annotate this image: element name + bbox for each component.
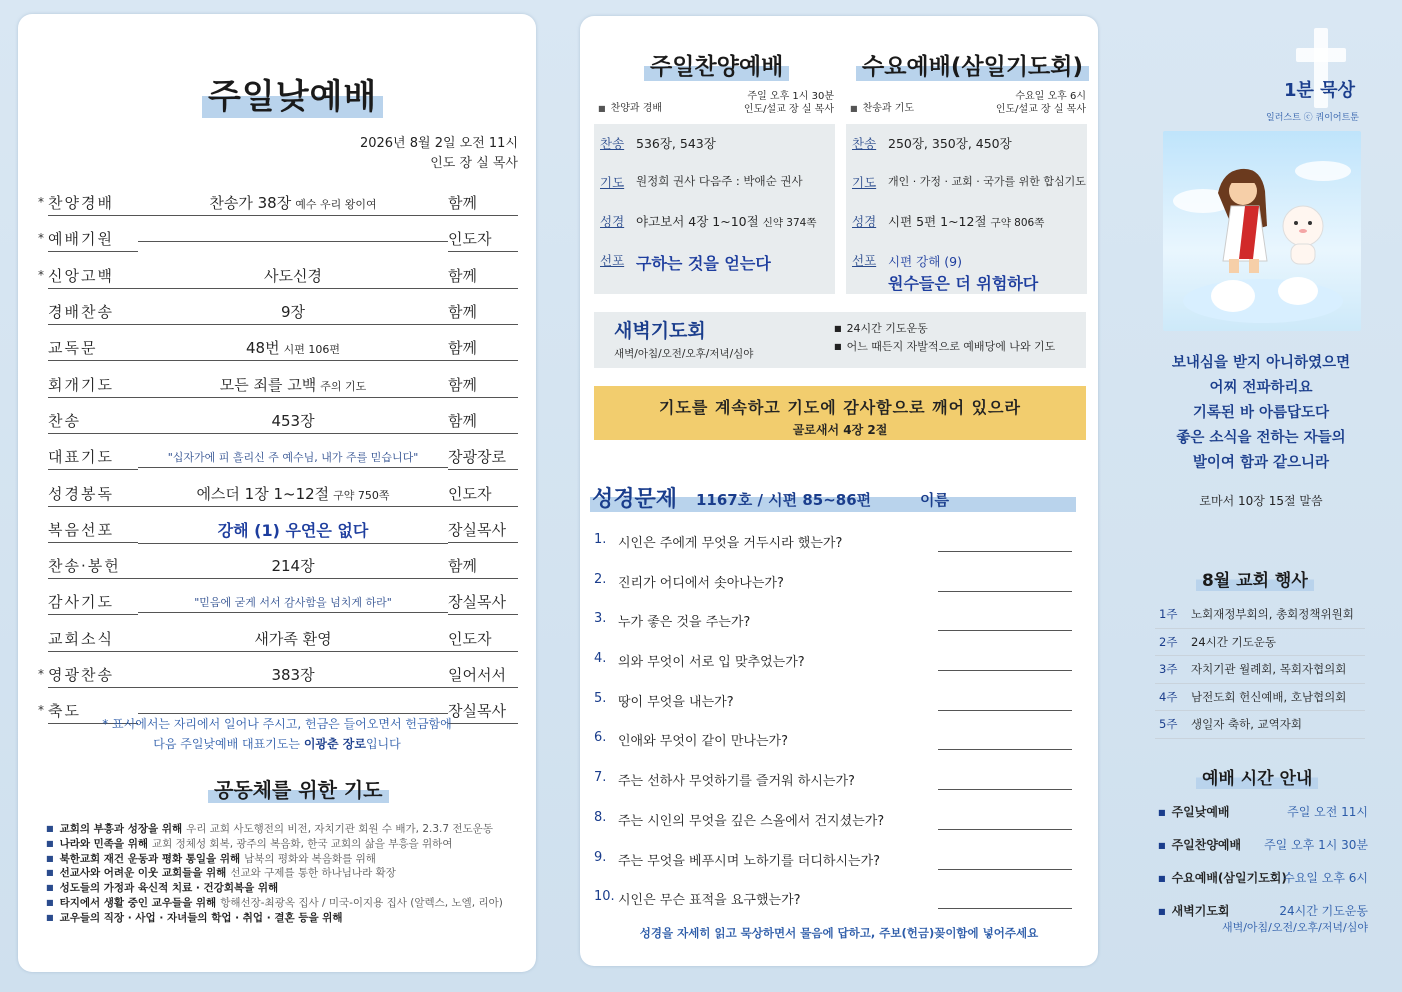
- quiz-question-text: 주는 시인의 무엇을 깊은 스올에서 건지셨는가?: [618, 813, 885, 829]
- order-item-content: [138, 337, 448, 361]
- sunday-praise-leader: 인도/설교 장 실 목사: [743, 104, 834, 115]
- bible-quiz-title: 성경문제: [592, 487, 678, 512]
- hymn-label: 찬송: [600, 136, 625, 151]
- order-item-leader: 함께: [448, 192, 518, 216]
- answer-line[interactable]: [938, 710, 1072, 711]
- wednesday-hymn-row: [852, 132, 1081, 171]
- order-item-main: 모든 죄를 고백: [219, 375, 317, 394]
- order-item-leader: 장실목사: [448, 591, 518, 615]
- illustration-credit: 일러스트 ⓒ 쿼이어트툰: [1266, 113, 1359, 123]
- meditation-verse-ref: 로마서 10장 15절 말씀: [1199, 494, 1323, 508]
- event-text: 남전도회 헌신예배, 호남협의회: [1191, 689, 1347, 704]
- order-item-content: [138, 518, 448, 544]
- prayer-detail: 항해선장-최광옥 집사 / 미국-이지용 집사 (알렉스, 노엘, 리아): [220, 896, 503, 909]
- event-week: 1주: [1159, 607, 1178, 622]
- wednesday-scripture-value: [888, 212, 1044, 230]
- order-item-leader: 함께: [448, 374, 518, 398]
- quiz-question: [594, 842, 1074, 882]
- order-item-content: [138, 192, 448, 216]
- quiz-question: [594, 564, 1074, 604]
- answer-line[interactable]: [938, 591, 1072, 592]
- scripture-label: 성경: [852, 214, 877, 229]
- order-item-name: 축도: [48, 700, 138, 724]
- order-item-leader: 함께: [448, 337, 518, 361]
- sunday-praise-time: [744, 90, 834, 116]
- schedule-item: [1158, 902, 1368, 935]
- sunday-sermon-value: 구하는 것을 얻는다: [636, 254, 771, 273]
- event-text: 24시간 기도운동: [1191, 634, 1276, 649]
- bible-quiz-list: [594, 524, 1074, 921]
- event-item: [1155, 684, 1365, 712]
- wednesday-service-title: 수요예배(삼일기도회): [856, 48, 1089, 81]
- order-item-content: [138, 449, 448, 468]
- quiz-question-text: 진리가 어디에서 솟아나는가?: [618, 575, 784, 591]
- service-order-row: [38, 622, 518, 658]
- schedule-time: 24시간 기도운동: [1279, 904, 1368, 918]
- order-item-name: 신앙고백: [48, 265, 138, 289]
- events-list: [1155, 601, 1365, 739]
- memory-verse-ref: 골로새서 4장 2절: [792, 423, 888, 437]
- quiz-question-text: 주는 무엇을 베푸시며 노하기를 더디하시는가?: [618, 853, 881, 869]
- schedule-name: ■ 주일찬양예배: [1158, 836, 1241, 853]
- prayer-item: [46, 911, 526, 926]
- next-prayer-note: [18, 734, 536, 754]
- dawn-prayer-title: 새벽기도회: [614, 320, 706, 342]
- order-item-name: 찬송: [48, 410, 138, 434]
- sunday-prayer-value: 원정희 권사 다음주 : 박애순 권사: [636, 174, 803, 188]
- order-item-leader: 일어서서: [448, 664, 518, 688]
- dawn-note: ■ 어느 때든지 자발적으로 예배당에 나와 기도: [834, 338, 1055, 356]
- dawn-note: ■ 24시간 기도운동: [834, 320, 1055, 338]
- service-order-row: [38, 295, 518, 331]
- sunday-praise-header: [594, 90, 834, 120]
- prayer-detail: 우리 교회 사도행전의 비전, 자치기관 회원 수 배가, 2.3.7 전도운동: [186, 823, 493, 835]
- schedule-name: ■ 수요예배(삼일기도회): [1158, 869, 1287, 886]
- event-text: 생일자 축하, 교역자회: [1191, 717, 1302, 732]
- sunday-scripture-row: [600, 210, 829, 249]
- sunday-hymn-value: 536장, 543장: [636, 136, 716, 151]
- prayer-topic: 교회의 부흥과 성장을 위해: [59, 823, 183, 835]
- order-item-name: 찬양경배: [48, 192, 138, 216]
- verse-line: 보내심을 받지 아니하였으면: [1171, 355, 1351, 371]
- standing-mark: *: [38, 703, 44, 718]
- quiz-number: 2.: [594, 571, 607, 587]
- order-item-main: 찬송가 38장: [209, 194, 292, 213]
- sunday-prayer-row: [600, 171, 829, 210]
- order-item-main: 새가족 환영: [254, 629, 332, 648]
- order-item-main: "믿음에 굳게 서서 감사함을 넘치게 하라": [194, 595, 392, 609]
- service-note: [18, 714, 536, 754]
- order-item-main: 강해 (1) 우연은 없다: [217, 520, 369, 540]
- wednesday-leader: 인도/설교 장 실 목사: [995, 104, 1086, 115]
- prayer-item: [46, 866, 526, 881]
- wednesday-header: [846, 90, 1086, 120]
- order-item-name: 성경봉독: [48, 483, 138, 507]
- order-item-detail: 시편 106편: [283, 343, 340, 357]
- bible-quiz-header: [590, 482, 1076, 512]
- order-item-name: 찬송·봉헌: [48, 555, 138, 579]
- order-item-main: 214장: [271, 557, 315, 576]
- prayer-topic: 성도들의 가정과 육신적 치료 · 건강회복을 위해: [59, 882, 279, 895]
- event-item: [1155, 601, 1365, 629]
- wednesday-sermon-title: 원수들은 더 위험하다: [888, 274, 1039, 293]
- quiz-number: 4.: [594, 651, 607, 667]
- order-item-leader: 장광장로: [448, 446, 518, 470]
- prayer-label: 기도: [852, 175, 877, 190]
- event-text: 자치기관 월례회, 목회자협의회: [1191, 662, 1347, 677]
- answer-line[interactable]: [938, 551, 1072, 552]
- order-item-content: [138, 483, 448, 507]
- quiz-question-text: 주는 선하사 무엇하기를 즐거워 하시는가?: [618, 774, 855, 790]
- wednesday-details: [846, 124, 1087, 294]
- order-item-main: 48번: [246, 339, 280, 358]
- memory-verse-box: [594, 386, 1086, 440]
- verse-line: 기록된 바 아름답도다: [1192, 405, 1330, 421]
- order-item-leader: 장실목사: [448, 519, 518, 543]
- schedule-list: [1158, 803, 1368, 935]
- service-order-row: [38, 259, 518, 295]
- prayer-item: [46, 822, 526, 837]
- next-prayer-pre: 다음 주일낮예배 대표기도는: [153, 737, 304, 751]
- order-item-leader: 인도자: [448, 228, 518, 252]
- service-order-row: [38, 367, 518, 403]
- quiz-question-text: 누가 좋은 것을 주는가?: [618, 615, 751, 631]
- quiz-number: 10.: [594, 889, 615, 905]
- prayer-topic: 교우들의 직장 · 사업 · 자녀들의 학업 · 취업 · 결혼 등을 위해: [59, 911, 343, 924]
- community-prayer-list: [46, 822, 526, 926]
- schedule-time: 주일 오후 1시 30분: [1264, 838, 1368, 852]
- standing-mark: *: [38, 231, 44, 246]
- service-order-row: [38, 331, 518, 367]
- order-item-name: 복음선포: [48, 519, 138, 543]
- order-item-leader: 장실목사: [448, 700, 518, 724]
- wednesday-prayer-row: [852, 171, 1086, 210]
- order-item-name: 예배기원: [48, 228, 138, 252]
- next-prayer-name: 이광춘 장로: [303, 737, 366, 751]
- meditation-verse: [1150, 351, 1372, 476]
- page-title: 주일낮예배: [202, 69, 383, 118]
- standing-mark: *: [38, 195, 44, 209]
- sunday-praise-title: 주일찬양예배: [644, 48, 789, 81]
- order-item-main: 에스더 1장 1~12절: [196, 484, 330, 503]
- service-order-row: [38, 585, 518, 621]
- event-week: 5주: [1159, 717, 1178, 732]
- quiz-question-text: 땅이 무엇을 내는가?: [618, 694, 734, 710]
- dawn-prayer-times: 새벽/아침/오전/오후/저녁/심야: [614, 348, 754, 360]
- answer-line[interactable]: [938, 829, 1072, 830]
- order-item-content: [138, 628, 448, 652]
- event-week: 4주: [1159, 689, 1178, 704]
- verse-line: 발이여 함과 같으니라: [1192, 455, 1330, 471]
- quiz-question: [594, 881, 1074, 921]
- dawn-prayer-notes: [834, 320, 1055, 356]
- order-item-name: 교회소식: [48, 628, 138, 652]
- order-item-name: 교독문: [48, 337, 138, 361]
- meditation-title: 1분 묵상: [1284, 80, 1355, 101]
- order-item-main: "십자가에 피 흘리신 주 예수님, 내가 주를 믿습니다": [167, 450, 419, 464]
- prayer-label: 기도: [600, 175, 625, 190]
- memory-verse-text: 기도를 계속하고 기도에 감사함으로 깨어 있으라: [659, 398, 1021, 417]
- dawn-prayer-box: [594, 312, 1086, 368]
- quiz-question: [594, 722, 1074, 762]
- schedule-time: 수요일 오후 6시: [1283, 871, 1368, 885]
- quiz-number: 6.: [594, 730, 607, 746]
- order-item-content: [138, 555, 448, 579]
- order-item-detail: 예수 우리 왕이여: [295, 198, 377, 212]
- bible-quiz-note: 성경을 자세히 읽고 묵상하면서 물음에 답하고, 주보(헌금)꽂이함에 넣어주세요: [639, 926, 1039, 940]
- prayer-item: [46, 852, 526, 867]
- order-item-leader: 함께: [448, 265, 518, 289]
- wednesday-scripture-row: [852, 210, 1081, 249]
- service-order-row: [38, 222, 518, 258]
- wednesday-prayer-value: 개인 · 가정 · 교회 · 국가를 위한 합심기도: [888, 175, 1086, 188]
- service-order-row: [38, 476, 518, 512]
- community-prayer-title: 공동체를 위한 기도: [208, 774, 389, 803]
- prayer-item: [46, 837, 526, 852]
- order-item-leader: 함께: [448, 555, 518, 579]
- verse-line: 좋은 소식을 전하는 자들의: [1176, 430, 1346, 446]
- service-order-row: [38, 404, 518, 440]
- quiz-number: 9.: [594, 849, 607, 865]
- service-datetime: 2026년 8월 2일 오전 11시: [359, 136, 518, 151]
- quiz-question-text: 시인은 주에게 무엇을 거두시라 했는가?: [618, 536, 843, 551]
- answer-line[interactable]: [938, 789, 1072, 790]
- prayer-topic: 선교사와 어려운 이웃 교회들을 위해: [59, 867, 227, 880]
- wednesday-time-text: 수요일 오후 6시: [1015, 91, 1086, 102]
- events-title: 8월 교회 행사: [1196, 566, 1314, 591]
- order-item-name: 영광찬송: [48, 664, 138, 688]
- order-item-leader: 함께: [448, 410, 518, 434]
- order-item-leader: 인도자: [448, 483, 518, 507]
- hymn-label: 찬송: [852, 136, 877, 151]
- order-item-name: 감사기도: [48, 591, 138, 615]
- sunday-sermon-row: [600, 249, 829, 288]
- sunday-praise-time-text: 주일 오후 1시 30분: [747, 91, 834, 102]
- sermon-label: 선포: [852, 253, 877, 268]
- quiz-number: 1.: [594, 532, 607, 547]
- sunday-scripture-value: [636, 212, 817, 230]
- bible-quiz-name-label: 이름: [920, 491, 949, 509]
- sunday-praise-details: [594, 124, 835, 294]
- quiz-question: [594, 802, 1074, 842]
- order-item-main: 453장: [271, 411, 315, 430]
- order-item-content: [138, 410, 448, 434]
- quiz-question: [594, 603, 1074, 643]
- prayer-topic: 타지에서 생활 중인 교우들을 위해: [59, 896, 217, 909]
- order-item-leader: 인도자: [448, 628, 518, 652]
- sermon-label: 선포: [600, 253, 625, 268]
- schedule-title: 예배 시간 안내: [1196, 764, 1318, 789]
- order-item-content: [138, 664, 448, 688]
- wednesday-subtitle: ■ 찬송과 기도: [850, 99, 914, 114]
- quiz-question: [594, 762, 1074, 802]
- quiz-number: 7.: [594, 770, 607, 786]
- quiz-question: [594, 524, 1074, 564]
- event-item: [1155, 711, 1365, 739]
- service-order-row: [38, 513, 518, 549]
- order-item-content: [138, 239, 448, 242]
- order-item-main: 사도신경: [264, 266, 322, 285]
- order-item-detail: 주의 기도: [320, 379, 367, 393]
- order-item-content: [138, 374, 448, 398]
- next-prayer-post: 입니다: [365, 737, 401, 751]
- schedule-item: [1158, 803, 1368, 836]
- prayer-item: [46, 881, 526, 896]
- prayer-item: [46, 896, 526, 911]
- sunday-service-panel: [18, 14, 536, 972]
- service-date: [360, 134, 518, 174]
- quiz-question-text: 인애와 무엇이 같이 만나는가?: [618, 734, 788, 750]
- answer-line[interactable]: [938, 630, 1072, 631]
- quiz-number: 5.: [594, 690, 607, 706]
- prayer-detail: 교회 정체성 회복, 광주의 복음화, 한국 교회의 삶을 부흥을 위하여: [152, 837, 453, 850]
- sunday-scripture-page: 신약 374쪽: [762, 217, 817, 229]
- schedule-item: [1158, 836, 1368, 869]
- scripture-label: 성경: [600, 214, 625, 229]
- quiz-number: 8.: [594, 809, 607, 825]
- answer-line[interactable]: [938, 670, 1072, 671]
- order-item-content: [138, 301, 448, 325]
- answer-line[interactable]: [938, 908, 1072, 909]
- wednesday-sermon-value: [888, 251, 1038, 296]
- event-week: 3주: [1159, 662, 1178, 677]
- service-order-row: [38, 549, 518, 585]
- prayer-topic: 나라와 민족을 위해: [59, 837, 149, 850]
- verse-line: 어찌 전파하리요: [1209, 380, 1313, 396]
- wednesday-scripture-text: 시편 5편 1~12절: [888, 214, 987, 229]
- prayer-detail: 선교와 구제를 통한 하나님나라 확장: [230, 867, 396, 880]
- event-text: 노회재정부회의, 총회정책위원회: [1191, 607, 1354, 622]
- standing-mark: *: [38, 267, 44, 282]
- order-item-name: 대표기도: [48, 446, 138, 470]
- quiz-question-text: 의와 무엇이 서로 입 맞추었는가?: [618, 655, 805, 671]
- sunday-scripture-text: 야고보서 4장 1~10절: [636, 214, 759, 229]
- prayer-detail: 남북의 평화와 복음화를 위해: [244, 852, 376, 865]
- sunday-praise-subtitle: ■ 찬양과 경배: [598, 99, 662, 114]
- service-order-row: [38, 658, 518, 694]
- order-item-content: [138, 265, 448, 289]
- schedule-time: 주일 오전 11시: [1287, 805, 1368, 819]
- order-item-name: 회개기도: [48, 374, 138, 398]
- event-item: [1155, 656, 1365, 684]
- sunday-hymn-row: [600, 132, 829, 171]
- quiz-question: [594, 643, 1074, 683]
- service-order-row: [38, 440, 518, 476]
- jesus-illustration: [1163, 131, 1361, 331]
- event-week: 2주: [1159, 634, 1178, 649]
- order-item-main: 9장: [280, 303, 306, 322]
- order-item-leader: 함께: [448, 301, 518, 325]
- other-services-panel: [580, 16, 1098, 966]
- schedule-time-detail: 새벽/아침/오전/오후/저녁/심야: [1221, 921, 1368, 934]
- quiz-number: 3.: [594, 611, 607, 627]
- service-order-list: [38, 186, 518, 730]
- wednesday-sermon-series: 시편 강해 (9): [888, 254, 962, 269]
- wednesday-hymn-value: 250장, 350장, 450장: [888, 136, 1012, 151]
- prayer-topic: 북한교회 재건 운동과 평화 통일을 위해: [59, 852, 241, 865]
- order-item-detail: 구약 750쪽: [333, 488, 390, 502]
- order-item-content: [138, 594, 448, 613]
- bible-quiz-issue: 1167호 / 시편 85~86편: [696, 491, 872, 509]
- schedule-item: [1158, 869, 1368, 902]
- quiz-question-text: 시인은 무슨 표적을 요구했는가?: [618, 893, 801, 909]
- quiz-question: [594, 683, 1074, 723]
- wednesday-scripture-page: 구약 806쪽: [990, 217, 1045, 229]
- event-item: [1155, 629, 1365, 657]
- order-item-name: 경배찬송: [48, 301, 138, 325]
- standing-note: * 표시에서는 자리에서 일어나 주시고, 헌금은 들어오면서 헌금함에: [102, 717, 452, 731]
- service-leader: 인도 장 실 목사: [430, 156, 518, 171]
- answer-line[interactable]: [938, 869, 1072, 870]
- order-item-main: 383장: [271, 666, 315, 684]
- answer-line[interactable]: [938, 749, 1072, 750]
- schedule-name: ■ 주일낮예배: [1158, 803, 1230, 820]
- standing-mark: *: [38, 666, 44, 681]
- wednesday-sermon-row: [852, 249, 1081, 293]
- service-order-row: [38, 186, 518, 222]
- schedule-name: ■ 새벽기도회: [1158, 902, 1230, 919]
- wednesday-time: [996, 90, 1086, 116]
